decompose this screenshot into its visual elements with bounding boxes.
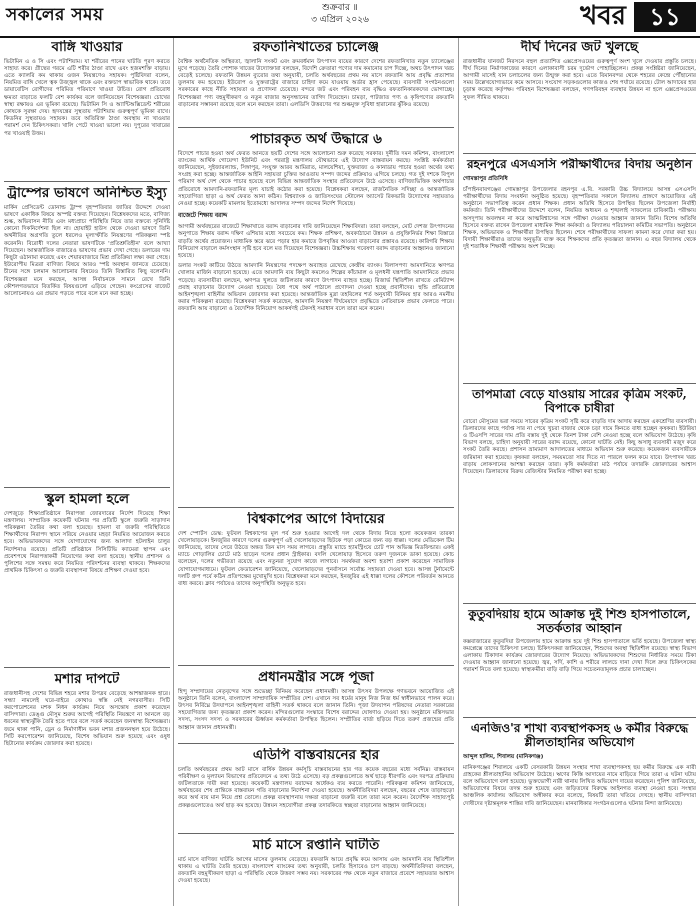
article-body: রাজধানীসহ দেশের বিভিন্ন শহরে মশার উপদ্রব বেড়েছে আশঙ্কাজনক হারে। সন্ধ্যা নামলেই ঘরে-বাইরে কোথাও স্বস্তি নেই নগরবাসীর। সিটি করপোরেশনের মশক নিধন কার্যক্রম নিয়ে অসন্তোষ প্রকাশ করেছেন বাসিন্দারা। ডেঙ্গু মৌসুম শুরুর আগেই পরিস্থিতি নিয়ন্ত্রণে না আনলে বড় ধরনের স্বাস্থ্যঝুঁকি তৈরি হতে পারে বলে সতর্ক করেছেন জনস্বাস্থ্য বিশেষজ্ঞরা। জমে থাকা পানি, ড্রেন ও নির্মাণাধীন ভবন মশার প্রজননস্থল হয়ে উঠেছে। সিটি করপোরেশন জানিয়েছে, বিশেষ অভিযান শুরু হয়েছে এবং ওষুধ ছিটানোর কার্যক্রম জোরদার করা হয়েছে।	[4, 690, 170, 747]
divider	[178, 127, 454, 128]
divider	[178, 833, 454, 834]
headline: তাপমাত্রা বেড়ে যাওয়ায় সারের কৃত্রিম সংকট, বিপাকে চাষীরা	[472, 388, 687, 415]
article-body: চলতি অর্থবছরের প্রথম আট মাসে বার্ষিক উন্নয়ন কর্মসূচি বাস্তবায়নের হার গত কয়েক বছরের মধ্যে সর্বনিম্ন। বাস্তবায়ন পরিবীক্ষণ ও মূল্যায়ন বিভাগের প্রতিবেদনে এ তথ্য উঠে এসেছে। বড় প্রকল্পগুলোতে অর্থ ছাড়ে ধীরগতি এবং দরপত্র প্রক্রিয়ায় জটিলতাকে দায়ী করা হয়েছে। কয়েকটি মন্ত্রণালয় বরাদ্দের অর্ধেকও ব্যয় করতে পারেনি। পরিকল্পনা কমিশন জানিয়েছে, অর্থবছরের শেষ প্রান্তিকে বাস্তবায়ন গতি বাড়ানোর নির্দেশনা দেওয়া হয়েছে। অর্থনীতিবিদরা বলছেন, বছরের শেষে তাড়াহুড়ো করে অর্থ ব্যয় মান নিয়ে প্রশ্ন তোলে। প্রকল্প ব্যবস্থাপনায় দক্ষতা বাড়ানো জরুরি বলে তারা মনে করেন। বৈদেশিক সাহায্যপুষ্ট প্রকল্পগুলোতেও অর্থ ছাড় কম হয়েছে। উন্নয়ন সহযোগীরা প্রকল্প তদারকিতে স্বচ্ছতা বাড়ানোর আহ্বান জানিয়েছে।	[178, 766, 454, 809]
paper-name: সকালের সময়	[6, 5, 104, 25]
article-body: কক্সবাজারের কুতুবদিয়া উপজেলায় হামে আক্রান্ত হয়ে দুই শিশু হাসপাতালে ভর্তি হয়েছে। উপজেলা স্বাস্থ্য কমপ্লেক্সে তাদের চিকিৎসা চলছে। চিকিৎসকরা জানিয়েছেন, শিশুদের অবস্থা স্থিতিশীল রয়েছে। স্বাস্থ্য বিভাগ এলাকায় টিকাদান কার্যক্রম জোরদারের উদ্যোগ নিয়েছে। অভিভাবকদের শিশুদের নির্ধারিত সময়ে টিকা দেওয়ার আহ্বান জানানো হয়েছে। জ্বর, সর্দি, কাশি ও শরীরে লালচে দানা দেখা দিলে দ্রুত চিকিৎসকের পরামর্শ নিতে বলা হয়েছে। স্বাস্থ্যকর্মীরা বাড়ি বাড়ি গিয়ে সচেতনতামূলক প্রচার চালাচ্ছেন।	[463, 638, 696, 674]
article-expressway	[463, 40, 696, 150]
article-body: রাজধানীর যানজট নিরসনে বহুল প্রত্যাশিত এক্সপ্রেসওয়ের গুরুত্বপূর্ণ অংশ খুলে দেওয়ার প্রস্তুতি চলছে। দীর্ঘ দিনের নির্মাণকাজের কারণে এলাকাবাসী চরম দুর্ভোগ পোহাচ্ছিলেন। প্রকল্প সংশ্লিষ্টরা জানিয়েছেন, আগামী মাসেই যান চলাচলের জন্য উন্মুক্ত করা হবে। এতে বিমানবন্দর থেকে শহরের কেন্দ্রে পৌঁছানোর সময় উল্লেখযোগ্যভাবে কমে আসবে। সংযোগ সড়কগুলোর কাজও শেষ পর্যায়ে রয়েছে। টোল আদায়ের হার চূড়ান্ত করেছে কর্তৃপক্ষ। পরিবহন বিশেষজ্ঞরা বলছেন, গণপরিবহন ব্যবস্থার উন্নয়ন না হলে এক্সপ্রেসওয়ের সুফল সীমিত থাকবে।	[463, 58, 696, 101]
headline: কুতুবদিয়ায় হামে আক্রান্ত দুই শিশু হাসপাতালে, সতর্কতার আহ্বান	[468, 608, 691, 635]
divider	[4, 487, 170, 488]
article-pm-puja	[178, 670, 454, 740]
article-fertilizer	[463, 388, 696, 600]
article-school	[4, 492, 170, 664]
divider	[463, 603, 696, 604]
headline: দীর্ঘ দিনের জট খুলছে	[520, 40, 639, 55]
article-body: আগামী অর্থবছরের বাজেটে শিক্ষাখাতে বরাদ্দ বাড়ানোর দাবি জানিয়েছেন শিক্ষাবিদরা। তারা বলছেন, মোট দেশজ উৎপাদনের অনুপাতে শিক্ষায় বরাদ্দ দক্ষিণ এশিয়ার মধ্যে সবচেয়ে কম। শিক্ষক প্রশিক্ষণ, অবকাঠামো উন্নয়ন ও প্রযুক্তিনির্ভর শিক্ষা বিস্তারে বাড়তি অর্থের প্রয়োজন। মাধ্যমিক স্তরে ঝরে পড়ার হার কমাতে উপবৃত্তির আওতা বাড়ানোর প্রস্তাবও রয়েছে। কারিগরি শিক্ষায় বিনিয়োগ বাড়ালে কর্মসংস্থান সৃষ্টি হবে বলে মত দিয়েছেন বিশেষজ্ঞরা। উচ্চশিক্ষায় গবেষণা বরাদ্দ বাড়ানোর আহ্বানও জানানো হয়েছে।	[178, 224, 454, 259]
page-number: ১১	[634, 2, 696, 32]
headline: প্রধানমন্ত্রীর সঙ্গে পূজা	[258, 670, 374, 685]
article-body: বৈশ্বিক অর্থনৈতিক অস্থিরতা, জ্বালানি সংকট এবং ক্রমবর্ধমান উৎপাদন ব্যয়ের কারণে দেশের রফতানিখাত নতুন চ্যালেঞ্জের মুখে পড়েছে। তৈরি পোশাক খাতের উদ্যোক্তারা বলছেন, বিদেশি ক্রেতারা পণ্যের দাম কমানোর চাপ দিচ্ছে, অথচ উৎপাদন খরচ বেড়েই চলেছে। রফতানি উন্নয়ন ব্যুরোর তথ্য অনুযায়ী, চলতি অর্থবছরের প্রথম নয় মাসে রফতানি আয় প্রবৃদ্ধি প্রত্যাশার তুলনায় কম হয়েছে। ইউরোপ ও যুক্তরাষ্ট্রের বাজারে চাহিদা কমে যাওয়ায় অর্ডার হ্রাস পেয়েছে। ব্যবসায়ী সংগঠনগুলো সরকারের কাছে নীতি সহায়তা ও প্রণোদনা চেয়েছে। বন্দরে জট এবং পরিবহন ব্যয় বৃদ্ধিও রফতানিকারকদের ভোগাচ্ছে। বিশেষজ্ঞরা পণ্য বহুমুখীকরণ ও নতুন বাজার অনুসন্ধানের তাগিদ দিয়েছেন। চামড়া, পাটজাত পণ্য ও কৃষিপণ্যের রফতানি বাড়ানোর সম্ভাবনা রয়েছে বলে মনে করছেন তারা। এলডিসি উত্তরণের পর শুল্কমুক্ত সুবিধা হারানোর ঝুঁকিও রয়েছে।	[178, 58, 454, 108]
divider	[4, 181, 170, 182]
article-march-deficit	[178, 838, 454, 906]
headline: এনজিও'র শাখা ব্যবস্থাপকসহ ৬ কর্মীর বিরুদ্ধে শ্লীলতাহানির অভিযোগ	[470, 722, 689, 749]
article-ssc-farewell	[463, 158, 696, 380]
article-body: বিদেশে পাচার হওয়া অর্থ ফেরত আনতে ছয়টি দেশের সঙ্গে আলোচনা শুরু করেছে সরকার। দুর্নীতি দমন কমিশন, বাংলাদেশ ব্যাংকের আর্থিক গোয়েন্দা ইউনিট এবং পররাষ্ট্র মন্ত্রণালয় যৌথভাবে এই উদ্যোগ বাস্তবায়ন করছে। সংশ্লিষ্ট কর্মকর্তারা জানিয়েছেন, সুইজারল্যান্ড, সিঙ্গাপুর, সংযুক্ত আরব আমিরাত, মালয়েশিয়া, যুক্তরাজ্য ও কানাডায় পাচার হওয়া অর্থের তথ্য সংগ্রহ করা হচ্ছে। আন্তর্জাতিক আইনি সহায়তা চুক্তির আওতায় সম্পদ জব্দের প্রক্রিয়াও এগিয়ে চলছে। গত দুই দশকে বিপুল পরিমাণ অর্থ দেশ থেকে পাচার হয়েছে বলে বিভিন্ন আন্তর্জাতিক সংস্থার প্রতিবেদনে উঠে এসেছে। বাণিজ্যভিত্তিক অর্থপাচার প্রতিরোধে আমদানি-রফতানির মূল্য যাচাই কঠোর করা হয়েছে। বিশ্লেষকরা বলছেন, রাজনৈতিক সদিচ্ছা ও আন্তর্জাতিক সহযোগিতা ছাড়া এ অর্থ ফেরত আনা কঠিন। বিশ্বব্যাংক ও জাতিসংঘের স্টোলেন অ্যাসেট রিকভারি উদ্যোগের সহায়তাও নেওয়া হচ্ছে। কয়েকটি মামলায় ইতোমধ্যে আদালত সম্পদ জব্দের নির্দেশ দিয়েছে।	[178, 150, 454, 207]
article-body: ডলার সংকট কাটিয়ে উঠতে আমদানি নিয়ন্ত্রণের পদক্ষেপ অব্যাহত রেখেছে কেন্দ্রীয় ব্যাংক। বিলাসপণ্য আমদানিতে ঋণপত্র খোলার মার্জিন বাড়ানো হয়েছে। এতে আমদানি ব্যয় কিছুটা কমলেও শিল্পের কাঁচামাল ও মূলধনী যন্ত্রপাতি আমদানিতে প্রভাব পড়েছে। ব্যবসায়ীরা বলছেন, ঋণপত্র খুলতে জটিলতার কারণে উৎপাদন ব্যাহত হচ্ছে। রিজার্ভ স্থিতিশীল রাখতে রেমিট্যান্স প্রবাহ বাড়ানোর উদ্যোগ নেওয়া হয়েছে। বৈধ পথে অর্থ পাঠালে প্রণোদনা দেওয়া হচ্ছে প্রবাসীদের। হুন্ডি প্রতিরোধে আইনশৃঙ্খলা বাহিনীর অভিযান জোরদার করা হয়েছে। আন্তর্জাতিক মুদ্রা তহবিলের শর্ত অনুযায়ী বিনিময় হার আরও নমনীয় করার পরিকল্পনা রয়েছে। বিশ্লেষকরা সতর্ক করেছেন, আমদানি নিয়ন্ত্রণ দীর্ঘমেয়াদে প্রবৃদ্ধিতে নেতিবাচক প্রভাব ফেলতে পারে। রফতানি আয় বাড়ানো ও বৈদেশিক বিনিয়োগ আকর্ষণই টেকসই সমাধান বলে তারা মনে করেন।	[178, 263, 454, 313]
article-trump	[4, 186, 170, 484]
headline: বিশ্বকাপের আগে বিদায়ের	[247, 512, 385, 527]
article-body: ভিটামিন এ ও সি এবং পটাশিয়াম। যা শরীরের পানের ঘাটতি পূরণ করতে সাহায্য করে। গ্রীষ্মের গরমে এটি শরীর ঠাণ্ডা রাখে এবং হজমশক্তি বাড়ায়। এতে ক্যালরি কম থাকায় ওজন নিয়ন্ত্রণেও সহায়ক। পুষ্টিবিদরা বলেন, নিয়মিত বাঙ্গি খেলে ত্বক উজ্জ্বল থাকে এবং রক্তচাপ স্বাভাবিক থাকে। তবে ডায়াবেটিস রোগীদের পরিমিত পরিমাণে খাওয়া উচিত। রোগ প্রতিরোধ ক্ষমতা বাড়াতে ফলটি বেশ কার্যকর বলে জানিয়েছেন বিশেষজ্ঞরা। চোখের স্বাস্থ্য রক্ষায়ও এর ভূমিকা রয়েছে। ভিটামিন সি ও অ্যান্টিঅক্সিডেন্ট শরীরের কোষকে সুরক্ষা দেয়। হৃদযন্ত্রের সুস্থতায় পটাশিয়াম গুরুত্বপূর্ণ ভূমিকা রাখে। কিডনির সুস্থতায়ও সহায়ক। তবে অতিরিক্ত ঠাণ্ডা অবস্থায় না খাওয়ার পরামর্শ দেন চিকিৎসকরা। খালি পেটে খাওয়া ভালো নয়। দুপুরের খাবারের পর খাওয়াই উত্তম।	[4, 58, 170, 137]
headline: রফতানিখাতের চ্যালেঞ্জ	[253, 40, 379, 55]
headline: রহনপুরে এসএসসি পরীক্ষার্থীদের বিদায় অনুষ্ঠান	[466, 158, 693, 171]
headline: স্কুল হামলা হলে	[44, 492, 130, 507]
headline: এডিপি বাস্তবায়নের হার	[252, 748, 380, 763]
article-ngo	[463, 722, 696, 906]
article-bangi	[4, 40, 170, 178]
article-body: চাঁপাইনবাবগঞ্জের গোমস্তাপুর উপজেলার রহনপুর এ.বি. সরকারি উচ্চ বিদ্যালয়ে আসন্ন এসএসসি পরীক্ষার্থীদের বিদায় সংবর্ধনা অনুষ্ঠিত হয়েছে। বৃহস্পতিবার সকালে বিদ্যালয় প্রাঙ্গণে আয়োজিত এই অনুষ্ঠানে সভাপতিত্ব করেন প্রধান শিক্ষক। প্রধান অতিথি হিসেবে উপস্থিত ছিলেন উপজেলা নির্বাহী কর্মকর্তা। তিনি পরীক্ষার্থীদের উদ্দেশে বলেন, নিয়মিত অধ্যয়ন ও শৃঙ্খলাই সাফল্যের চাবিকাঠি। পরীক্ষায় অসদুপায় অবলম্বন না করে আত্মবিশ্বাসের সঙ্গে পরীক্ষা দেওয়ার আহ্বান জানান তিনি। বিশেষ অতিথি হিসেবে বক্তব্য রাখেন উপজেলা মাধ্যমিক শিক্ষা কর্মকর্তা ও বিদ্যালয় পরিচালনা কমিটির সভাপতি। অনুষ্ঠানে শিক্ষক, অভিভাবক ও শিক্ষার্থীরা উপস্থিত ছিলেন। শেষে পরীক্ষার্থীদের সাফল্য কামনা করে দোয়া করা হয়। বিদায়ী শিক্ষার্থীরাও তাদের অনুভূতি ব্যক্ত করে শিক্ষকদের প্রতি কৃতজ্ঞতা জানান। এ বছর বিদ্যালয় থেকে দুই শতাধিক শিক্ষার্থী পরীক্ষায় অংশ নিচ্ছে।	[463, 186, 696, 251]
byline: আব্দুল হালিম, শিবালয় (মানিকগঞ্জ)	[463, 753, 544, 760]
article-pachar	[178, 132, 454, 504]
headline: মার্চ মাসে রপ্তানি ঘাটতি	[252, 838, 380, 853]
article-body: বোরো মৌসুমের ভরা সময়ে সারের কৃত্রিম সংকট সৃষ্টি করে বাড়তি দাম আদায় করছেন একশ্রেণির ব্যবসায়ী। ডিলারদের কাছে পর্যাপ্ত সার না পেয়ে খুচরা বাজার থেকে চড়া দামে কিনতে বাধ্য হচ্ছেন কৃষকরা। ইউরিয়া ও টিএসপি সারের দাম প্রতি বস্তায় দুই থেকে তিনশ টাকা বেশি নেওয়া হচ্ছে বলে অভিযোগ উঠেছে। কৃষি বিভাগ বলছে, চাহিদা অনুযায়ী সারের বরাদ্দ রয়েছে, কোনো ঘাটতি নেই। কিছু অসাধু ব্যবসায়ী মজুদ করে সংকট তৈরি করছে। প্রশাসন ভ্রাম্যমাণ আদালতের মাধ্যমে অভিযান শুরু করেছে। কয়েকজন ব্যবসায়ীকে জরিমানা করা হয়েছে। কৃষকরা বলছেন, সময়মতো সার দিতে না পারলে ফলন কমে যাবে। উৎপাদন খরচ বাড়ায় লোকসানের আশঙ্কা করছেন তারা। কৃষি কর্মকর্তারা মাঠ পর্যায়ে তদারকি জোরদারের আশ্বাস দিয়েছেন। ডিলারদের বিক্রয় রেজিস্টার নিয়মিত পরীক্ষা করা হচ্ছে।	[463, 418, 696, 476]
date-label: ৩ এপ্রিল ২০২৬	[311, 15, 369, 25]
headline: মশার দাপটে	[54, 672, 120, 687]
dateline	[270, 2, 410, 26]
divider	[463, 717, 696, 718]
divider	[463, 153, 696, 154]
divider	[178, 665, 454, 666]
masthead	[0, 0, 700, 38]
article-body: মানিকগঞ্জের শিবালয়ে একটি বেসরকারি উন্নয়ন সংস্থার শাখা ব্যবস্থাপকসহ ছয় কর্মীর বিরুদ্ধে এক নারী গ্রাহকের শ্লীলতাহানির অভিযোগ উঠেছে। ঋণের কিস্তি আদায়ের নামে বাড়িতে গিয়ে তারা এ ঘটনা ঘটায় বলে অভিযোগে বলা হয়েছে। ভুক্তভোগী নারী থানায় লিখিত অভিযোগ দায়ের করেছেন। পুলিশ জানিয়েছে, অভিযোগের বিষয়ে তদন্ত শুরু হয়েছে এবং জড়িতদের বিরুদ্ধে আইনগত ব্যবস্থা নেওয়া হবে। সংস্থার আঞ্চলিক কার্যালয় অভিযোগ অস্বীকার করে বলেছে, বিষয়টি তারা খতিয়ে দেখছে। স্থানীয় বাসিন্দারা দোষীদের দৃষ্টান্তমূলক শাস্তির দাবি জানিয়েছেন। মানবাধিকার সংগঠনগুলোও ঘটনার নিন্দা জানিয়েছে।	[463, 764, 696, 807]
column-rule	[173, 38, 174, 906]
divider	[178, 743, 454, 744]
article-body: দেশজুড়ে শিক্ষাপ্রতিষ্ঠানে নিরাপত্তা জোরদারের নির্দেশ দিয়েছে শিক্ষা মন্ত্রণালয়। সাম্প্রতিক কয়েকটি ঘটনার পর প্রতিটি স্কুলে জরুরি সাড়াদান পরিকল্পনা তৈরির কথা বলা হয়েছে। হামলা বা জরুরি পরিস্থিতিতে শিক্ষার্থীদের নিরাপদ স্থানে সরিয়ে নেওয়ার মহড়া নিয়মিত আয়োজন করতে হবে। অভিভাবকদের সঙ্গে যোগাযোগের জন্য আলাদা হটলাইন চালুর নির্দেশনাও রয়েছে। প্রতিটি প্রতিষ্ঠানে সিসিটিভি ক্যামেরা স্থাপন এবং প্রবেশপথে নিরাপত্তাকর্মী নিয়োগের কথা বলা হয়েছে। স্থানীয় প্রশাসন ও পুলিশের সঙ্গে সমন্বয় করে নিয়মিত পরিদর্শনের ব্যবস্থা থাকবে। শিক্ষকদের প্রাথমিক চিকিৎসা ও জরুরি ব্যবস্থাপনা বিষয়ে প্রশিক্ষণ দেওয়া হবে।	[4, 510, 170, 575]
section-title: খবর	[580, 1, 626, 31]
byline: গোমস্তাপুর প্রতিনিধি	[463, 175, 508, 182]
headline: পাচারকৃত অর্থ উদ্ধারে ৬	[250, 132, 382, 147]
article-adp	[178, 748, 454, 830]
divider	[463, 383, 696, 384]
subheading: বাজেটে শিক্ষায় বরাদ্দ	[178, 213, 228, 220]
headline: বাঙ্গি খাওয়ার	[51, 40, 123, 55]
article-body: হিন্দু সম্প্রদায়ের নেতৃবৃন্দের সঙ্গে শুভেচ্ছা বিনিময় করেছেন প্রধানমন্ত্রী। আসন্ন উৎসব উপলক্ষে গণভবনে আয়োজিত এই অনুষ্ঠানে তিনি বলেন, বাংলাদেশ সাম্প্রদায়িক সম্প্রীতির দেশ। এখানে সব ধর্মের মানুষ নিজ নিজ ধর্ম স্বাধীনভাবে পালন করে। উৎসব নির্বিঘ্নে উদযাপনে আইনশৃঙ্খলা বাহিনী সতর্ক থাকবে বলে জানান তিনি। পূজা উদযাপন পরিষদের নেতারা সরকারের সহযোগিতার জন্য কৃতজ্ঞতা প্রকাশ করেন। মন্দিরগুলোর সংস্কারে বিশেষ বরাদ্দের ঘোষণাও দেওয়া হয়। অনুষ্ঠানে মন্ত্রিসভার সদস্য, সংসদ সদস্য ও সরকারের ঊর্ধ্বতন কর্মকর্তারা উপস্থিত ছিলেন। সম্প্রীতির বার্তা ছড়িয়ে দিতে তরুণ প্রজন্মের প্রতি আহ্বান জানান প্রধানমন্ত্রী।	[178, 688, 454, 731]
divider	[178, 507, 454, 508]
article-export	[178, 40, 454, 124]
article-body: মার্কিন প্রেসিডেন্ট ডোনাল্ড ট্রাম্প বৃহস্পতিবার জাতির উদ্দেশে দেওয়া ভাষণে একাধিক বিষয়ে অস্পষ্ট বক্তব্য দিয়েছেন। বিশ্লেষকদের মতে, বাণিজ্য শুল্ক, অভিবাসন নীতি এবং মধ্যপ্রাচ্য পরিস্থিতি নিয়ে তার বক্তব্যে সুনির্দিষ্ট কোনো দিকনির্দেশনা ছিল না। হোয়াইট হাউস থেকে দেওয়া ভাষণে তিনি অর্থনীতির অগ্রগতি তুলে ধরলেও মূল্যস্ফীতি নিয়ন্ত্রণের পরিকল্পনা স্পষ্ট করেননি। বিরোধী দলের নেতারা ভাষণটিকে 'প্রতিশ্রুতিহীন' বলে আখ্যা দিয়েছেন। আন্তর্জাতিক বাজারেও ভাষণের প্রভাব দেখা গেছে। ডলারের দাম কিছুটা ওঠানামা করেছে এবং শেয়ারবাজারে মিশ্র প্রতিক্রিয়া লক্ষ্য করা গেছে। ইউরোপীয় মিত্ররা বাণিজ্য বিষয়ে আরও স্পষ্ট অবস্থান জানতে চেয়েছে। চীনের সঙ্গে চলমান আলোচনার বিষয়েও তিনি বিস্তারিত কিছু বলেননি। বিশেষজ্ঞরা মনে করছেন, আসন্ন নির্বাচনকে সামনে রেখে তিনি কৌশলগতভাবে বিতর্কিত বিষয়গুলো এড়িয়ে গেছেন। কংগ্রেসের বাজেট আলোচনায়ও এর প্রভাব পড়তে পারে বলে মনে করা হচ্ছে।	[4, 204, 170, 297]
day-label: শুক্রবার ॥	[322, 3, 358, 13]
divider	[4, 667, 170, 668]
article-body: দেশ স্পোর্টস ডেস্ক: ফুটবল বিশ্বকাপের মূল পর্ব শুরু হওয়ার আগেই দল থেকে বিদায় নিতে হলো কয়েকজন তারকা খেলোয়াড়কে। ইনজুরির কারণে দলের গুরুত্বপূর্ণ এই খেলোয়াড়দের ছিটকে পড়া কোচের জন্য বড় ধাক্কা। দলের মেডিকেল টিম জানিয়েছে, তাদের সেরে উঠতে অন্তত তিন মাস সময় লাগবে। প্রস্তুতি ম্যাচে হ্যামস্ট্রিংয়ে চোট পান অভিজ্ঞ মিডফিল্ডার। একই ম্যাচে গোড়ালির চোটে মাঠ ছাড়েন দলের প্রধান স্ট্রাইকার। বদলি খেলোয়াড় হিসেবে তরুণ দুজনকে ডাকা হয়েছে। কোচ বলেছেন, দলের গভীরতা রয়েছে এবং নতুনরা সুযোগ কাজে লাগাবে। সমর্থকরা অবশ্য হতাশা প্রকাশ করেছেন সামাজিক যোগাযোগমাধ্যমে। ফুটবল ফেডারেশন জানিয়েছে, খেলোয়াড়দের পুনর্বাসনে সর্বোচ্চ সহায়তা দেওয়া হবে। আসন্ন টুর্নামেন্টে দলটি গ্রুপ পর্বে কঠিন প্রতিপক্ষের মুখোমুখি হবে। বিশ্লেষকরা মনে করছেন, ইনজুরির এই ধাক্কা দলের কৌশলে পরিবর্তন আনতে বাধ্য করবে। ক্লাব পর্যায়েও তাদের অনুপস্থিতি অনুভূত হবে।	[178, 530, 454, 587]
article-mosquito	[4, 672, 170, 906]
article-kutubdia	[463, 608, 696, 714]
article-worldcup	[178, 512, 454, 662]
headline: ট্রাম্পের ভাষণে অনিশ্চিত ইস্যু	[7, 186, 167, 201]
article-body: মার্চ মাসে বাণিজ্য ঘাটতি আগের মাসের তুলনায় বেড়েছে। রফতানি আয়ে প্রবৃদ্ধি কমে আসায় এবং আমদানি ব্যয় স্থিতিশীল থাকায় এ ঘাটতি তৈরি হয়েছে। বাংলাদেশ ব্যাংকের তথ্য অনুযায়ী, চলতি হিসাবেও চাপ বাড়ছে। অর্থনীতিবিদরা বলছেন, রফতানি বহুমুখীকরণ ছাড়া এ পরিস্থিতি থেকে উত্তরণ সম্ভব নয়। সরকারের পক্ষ থেকে নতুন বাজারে প্রবেশে সহায়তার আশ্বাস দেওয়া হয়েছে।	[178, 856, 454, 885]
column-rule	[458, 38, 459, 906]
